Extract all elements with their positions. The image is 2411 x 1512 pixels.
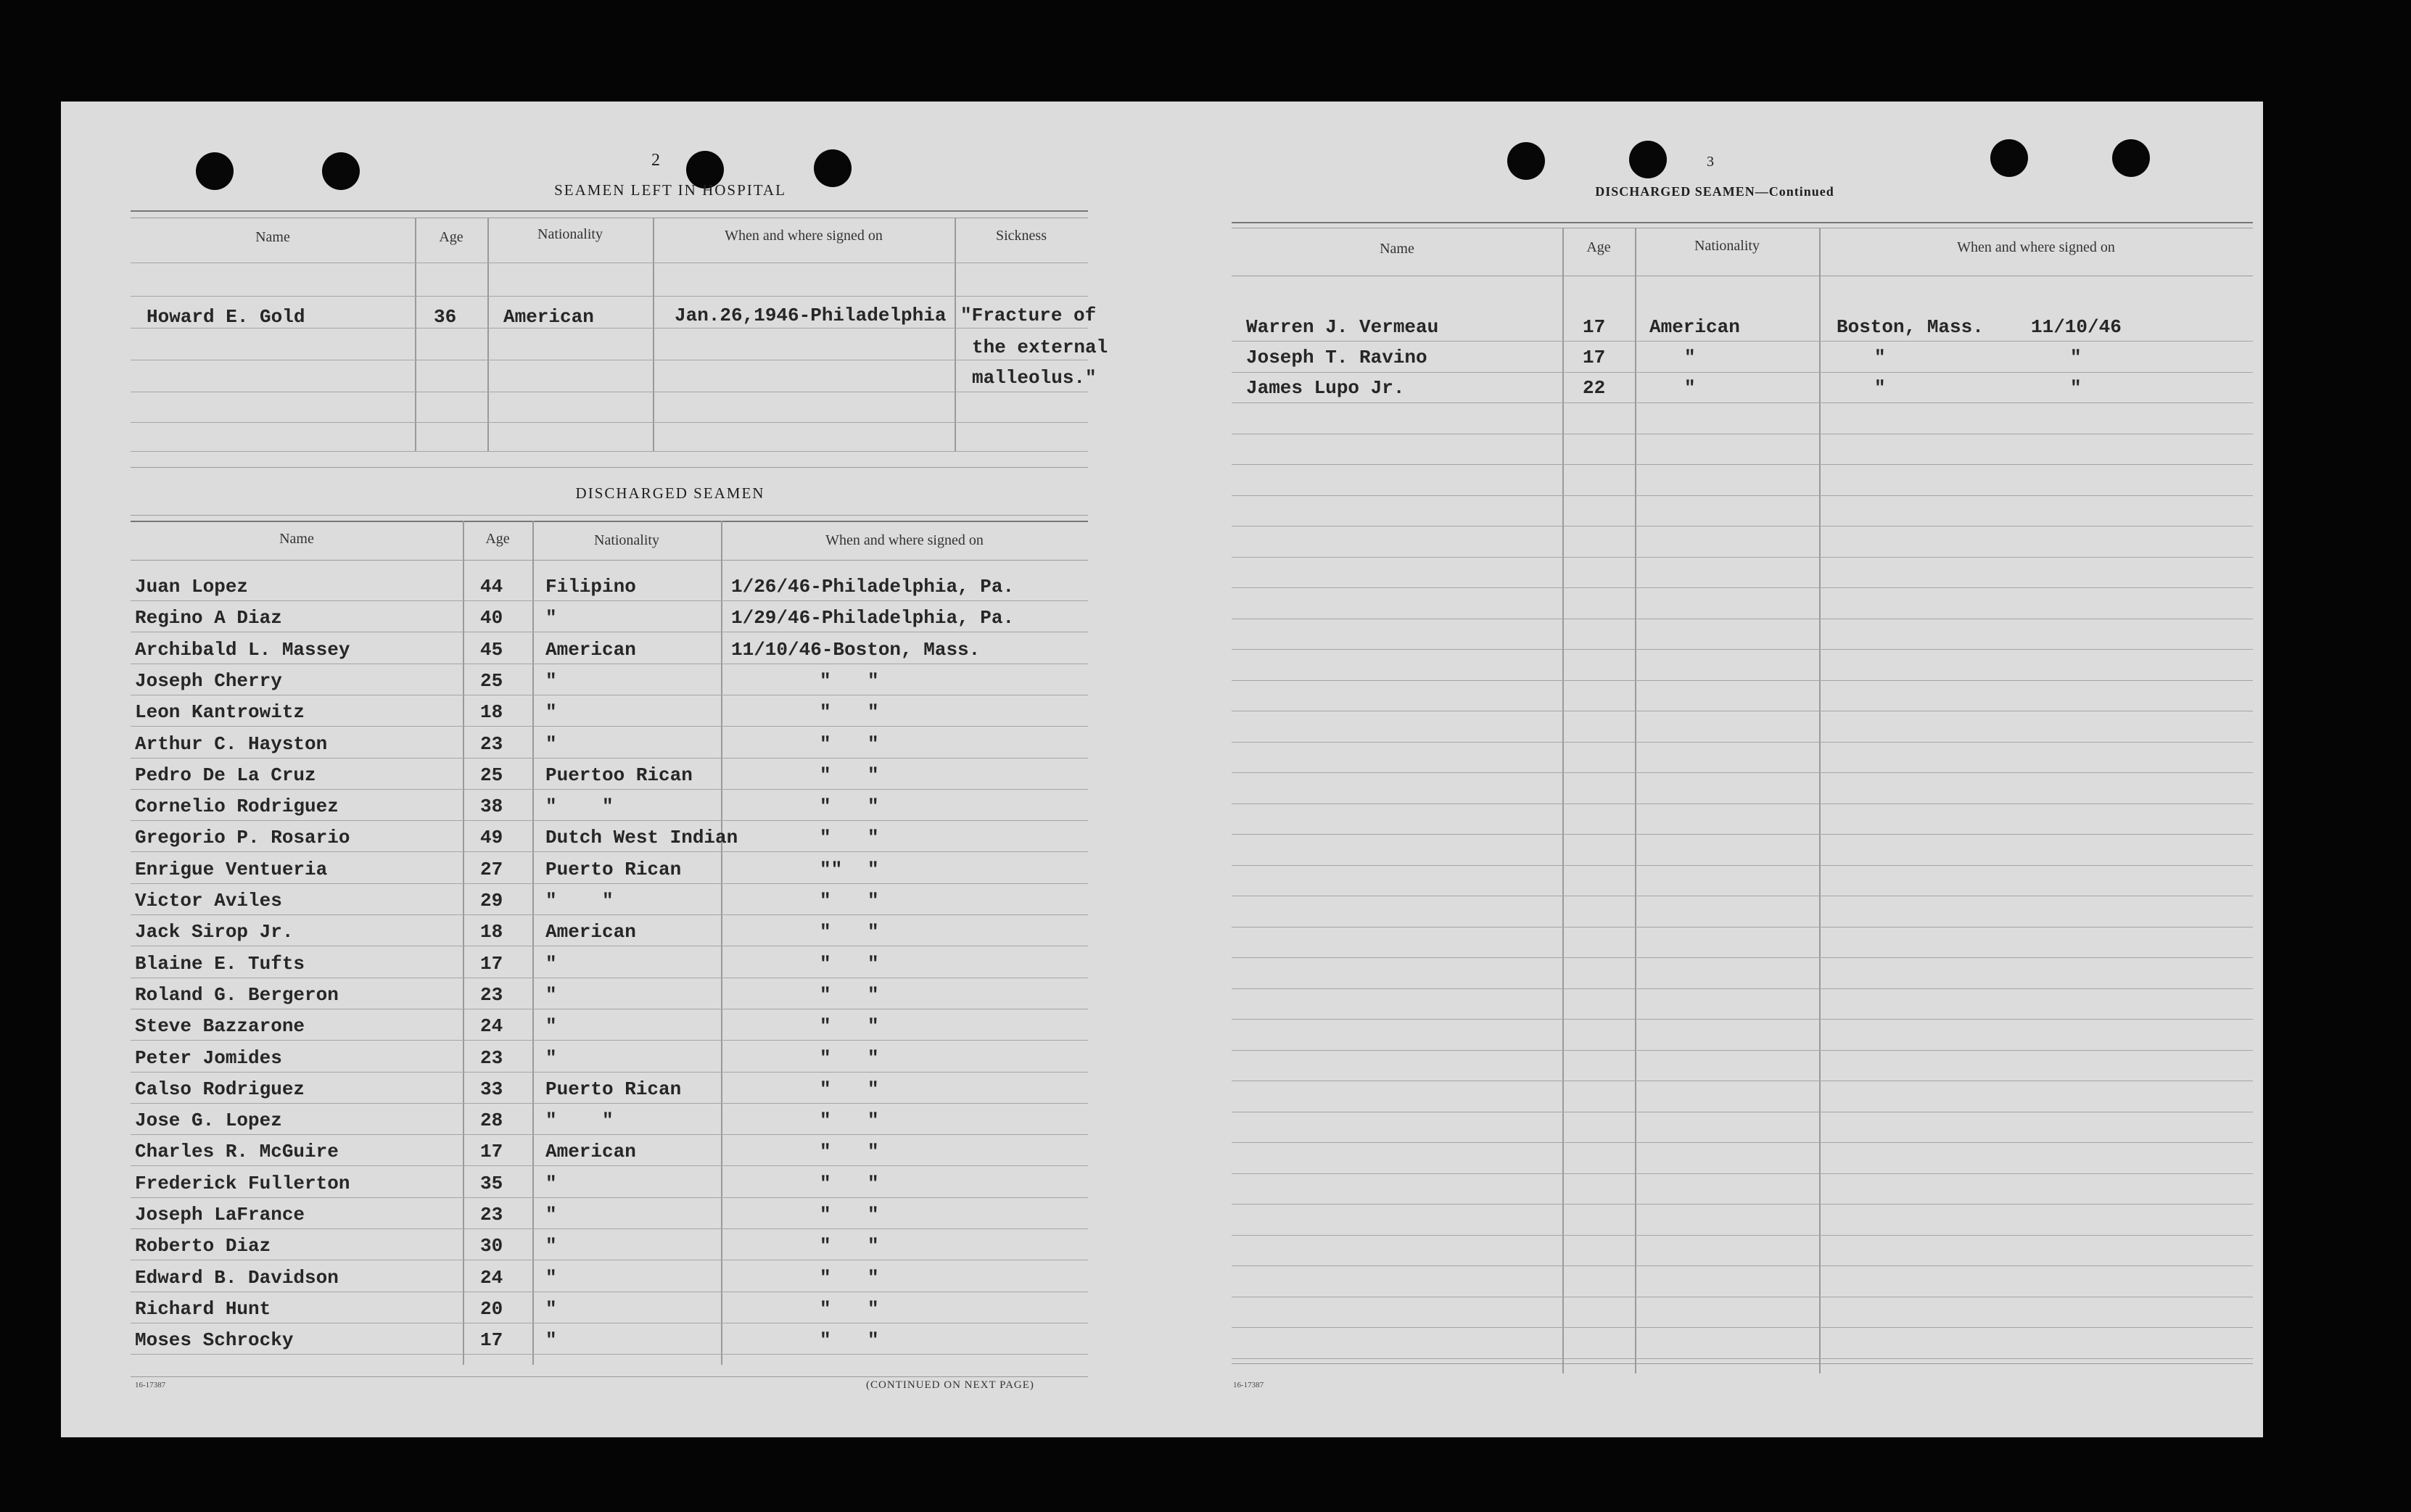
punch-hole <box>196 152 234 190</box>
row-line <box>131 1103 1088 1104</box>
cell-name: Calso Rodriguez <box>135 1078 305 1100</box>
cell-name: Moses Schrocky <box>135 1329 294 1351</box>
cell-nationality: American <box>545 1141 636 1162</box>
cell-place: " <box>867 827 879 848</box>
cell-age: 24 <box>480 1015 503 1037</box>
cell-place: " <box>867 670 879 692</box>
cell-age: 25 <box>480 764 503 786</box>
row-line <box>1232 772 2253 773</box>
hospital-nationality: American <box>503 306 594 328</box>
cell-age: 23 <box>480 984 503 1006</box>
cell-date: " <box>820 953 831 975</box>
cell-name: Victor Aviles <box>135 890 282 912</box>
hospital-top-rule <box>131 210 1088 212</box>
cell-nationality: " " <box>545 1110 614 1131</box>
cell-name: Frederick Fullerton <box>135 1173 350 1194</box>
punch-hole <box>1507 142 1545 180</box>
cell-age: 23 <box>480 1047 503 1069</box>
row-line <box>1232 1265 2253 1266</box>
cell-place: " <box>1874 377 1886 399</box>
cell-date: 1/26/46-Philadelphia, Pa. <box>731 576 1015 598</box>
cell-nationality: Dutch West Indian <box>545 827 738 848</box>
discharged-section-title: DISCHARGED SEAMEN <box>575 484 765 502</box>
cell-name: Richard Hunt <box>135 1298 271 1320</box>
row-line <box>1232 557 2253 558</box>
cell-nationality: " <box>545 953 557 975</box>
cell-age: 29 <box>480 890 503 912</box>
row-line <box>1232 927 2253 928</box>
cell-place: " <box>867 1047 879 1069</box>
row-line <box>1232 1327 2253 1328</box>
punch-hole <box>322 152 360 190</box>
cell-age: 17 <box>1583 347 1606 368</box>
cell-nationality: " <box>1684 347 1696 368</box>
cell-place: " <box>867 733 879 755</box>
cell-place: " <box>867 1204 879 1226</box>
cell-name: Juan Lopez <box>135 576 249 598</box>
row-line <box>1232 742 2253 743</box>
header-name: Name <box>1380 241 1414 257</box>
column-divider <box>415 218 416 451</box>
cell-place: " <box>867 1141 879 1162</box>
cell-date: " <box>820 1204 831 1226</box>
column-divider <box>1635 228 1636 1373</box>
cell-age: 17 <box>480 1141 503 1162</box>
cell-date: " <box>820 1141 831 1162</box>
row-line <box>131 758 1088 759</box>
cell-name: Leon Kantrowitz <box>135 701 305 723</box>
cell-place: " <box>867 1078 879 1100</box>
form-number: 16-17387 <box>135 1381 166 1389</box>
row-line <box>131 914 1088 915</box>
record-sheet <box>61 102 2263 1437</box>
cell-age: 27 <box>480 859 503 880</box>
cell-place: " <box>867 1173 879 1194</box>
cell-age: 18 <box>480 701 503 723</box>
cell-name: Gregorio P. Rosario <box>135 827 350 848</box>
cell-place: " <box>867 984 879 1006</box>
cell-nationality: " <box>545 984 557 1006</box>
cell-age: 45 <box>480 639 503 661</box>
cell-name: Warren J. Vermeau <box>1246 316 1439 338</box>
cell-place: " <box>867 859 879 880</box>
cell-date: " <box>820 1173 831 1194</box>
cell-date: " <box>820 1267 831 1289</box>
row-line <box>1232 865 2253 866</box>
cell-name: Charles R. McGuire <box>135 1141 339 1162</box>
section-rule <box>131 515 1088 516</box>
row-line <box>1232 988 2253 989</box>
hospital-age: 36 <box>434 306 457 328</box>
cell-age: 38 <box>480 796 503 817</box>
header-signed-on: When and where signed on <box>1957 239 2115 255</box>
cell-place: " <box>867 764 879 786</box>
cell-nationality: " <box>545 1204 557 1226</box>
row-line <box>1232 341 2253 342</box>
cell-place: " <box>867 1235 879 1257</box>
cell-name: Arthur C. Hayston <box>135 733 328 755</box>
cell-date: " <box>820 921 831 943</box>
cell-place: " <box>1874 347 1886 368</box>
cell-age: 17 <box>480 953 503 975</box>
cell-nationality: Puerto Rican <box>545 1078 682 1100</box>
cell-date: 1/29/46-Philadelphia, Pa. <box>731 607 1015 629</box>
row-line <box>131 820 1088 821</box>
right-top-rule <box>1232 222 2253 223</box>
column-divider <box>721 521 722 1365</box>
row-line <box>131 328 1088 329</box>
cell-name: Edward B. Davidson <box>135 1267 339 1289</box>
cell-nationality: " " <box>545 890 614 912</box>
row-line <box>131 1165 1088 1166</box>
cell-nationality: " <box>545 670 557 692</box>
cell-age: 33 <box>480 1078 503 1100</box>
column-divider <box>532 521 534 1365</box>
hospital-sickness: the external <box>972 336 1108 358</box>
cell-date: " <box>820 1110 831 1131</box>
cell-name: Enrigue Ventueria <box>135 859 328 880</box>
column-divider <box>955 218 956 451</box>
cell-nationality: " <box>1684 377 1696 399</box>
header-nationality: Nationality <box>1694 238 1760 254</box>
hospital-sickness: "Fracture of <box>960 305 1097 326</box>
column-divider <box>487 218 489 451</box>
header-nationality: Nationality <box>594 532 659 548</box>
row-line <box>1232 649 2253 650</box>
row-line <box>131 1197 1088 1198</box>
cell-date: " <box>820 1078 831 1100</box>
cell-nationality: " <box>545 1015 557 1037</box>
header-sickness: Sickness <box>996 228 1047 244</box>
header-age: Age <box>485 531 510 547</box>
form-number: 16-17387 <box>1233 1381 1264 1389</box>
cell-name: Joseph Cherry <box>135 670 282 692</box>
header-signed-on: When and where signed on <box>825 532 984 548</box>
cell-name: Steve Bazzarone <box>135 1015 305 1037</box>
hospital-section-title: SEAMEN LEFT IN HOSPITAL <box>554 181 786 199</box>
row-line <box>1232 1204 2253 1205</box>
cell-nationality: Puerto Rican <box>545 859 682 880</box>
cell-place: " <box>867 890 879 912</box>
discharged-continued-title: DISCHARGED SEAMEN—Continued <box>1595 184 1834 199</box>
cell-name: Roberto Diaz <box>135 1235 271 1257</box>
cell-date: " <box>820 1298 831 1320</box>
cell-name: Archibald L. Massey <box>135 639 350 661</box>
cell-age: 35 <box>480 1173 503 1194</box>
cell-nationality: " <box>545 1267 557 1289</box>
row-line <box>1232 1142 2253 1143</box>
cell-date: 11/10/46-Boston, Mass. <box>731 639 981 661</box>
page-number: 2 <box>651 151 660 170</box>
row-line <box>1232 372 2253 373</box>
cell-place: " <box>867 796 879 817</box>
header-name: Name <box>255 229 290 245</box>
cell-nationality: " <box>545 733 557 755</box>
row-line <box>131 1134 1088 1135</box>
row-line <box>1232 402 2253 403</box>
cell-place: " <box>867 953 879 975</box>
row-line <box>1232 464 2253 465</box>
row-line <box>131 600 1088 601</box>
cell-nationality: " <box>545 607 557 629</box>
row-line <box>1232 495 2253 496</box>
cell-name: James Lupo Jr. <box>1246 377 1405 399</box>
cell-date: " <box>820 1015 831 1037</box>
row-line <box>1232 587 2253 588</box>
footer-rule <box>1232 1363 2253 1364</box>
cell-place: " <box>867 1298 879 1320</box>
cell-date: " <box>820 1235 831 1257</box>
cell-date: "" <box>820 859 843 880</box>
row-line <box>131 296 1088 297</box>
cell-age: 23 <box>480 733 503 755</box>
header-age: Age <box>1586 239 1611 255</box>
cell-date: " <box>2070 347 2082 368</box>
cell-nationality: " " <box>545 796 614 817</box>
footer-rule <box>131 1376 1088 1377</box>
cell-place: Boston, Mass. <box>1837 316 1984 338</box>
punch-hole <box>1990 139 2028 177</box>
row-line <box>1232 834 2253 835</box>
cell-nationality: Puertoo Rican <box>545 764 693 786</box>
cell-nationality: American <box>1649 316 1740 338</box>
cell-date: " <box>820 827 831 848</box>
cell-name: Joseph LaFrance <box>135 1204 305 1226</box>
row-line <box>1232 1050 2253 1051</box>
cell-date: " <box>820 670 831 692</box>
cell-age: 28 <box>480 1110 503 1131</box>
cell-date: " <box>820 1329 831 1351</box>
header-rule <box>131 560 1088 561</box>
cell-nationality: " <box>545 1173 557 1194</box>
hospital-signed-on: Jan.26,1946-Philadelphia <box>675 305 947 326</box>
cell-name: Peter Jomides <box>135 1047 282 1069</box>
cell-age: 17 <box>480 1329 503 1351</box>
cell-date: " <box>820 984 831 1006</box>
row-line <box>131 726 1088 727</box>
row-line <box>131 883 1088 884</box>
cell-place: " <box>867 1329 879 1351</box>
cell-age: 30 <box>480 1235 503 1257</box>
cell-place: " <box>867 1110 879 1131</box>
punch-hole <box>2112 139 2150 177</box>
header-signed-on: When and where signed on <box>725 228 883 244</box>
row-line <box>1232 1173 2253 1174</box>
cell-date: " <box>820 733 831 755</box>
row-line <box>131 451 1088 452</box>
cell-name: Jose G. Lopez <box>135 1110 282 1131</box>
row-line <box>131 1228 1088 1229</box>
cell-place: " <box>867 701 879 723</box>
cell-age: 17 <box>1583 316 1606 338</box>
row-line <box>131 1354 1088 1355</box>
cell-date: " <box>820 890 831 912</box>
cell-age: 23 <box>480 1204 503 1226</box>
header-name: Name <box>279 531 314 547</box>
row-line <box>131 1040 1088 1041</box>
column-divider <box>653 218 654 451</box>
row-line <box>131 851 1088 852</box>
column-divider <box>1819 228 1821 1373</box>
cell-date: " <box>820 796 831 817</box>
section-rule <box>131 521 1088 522</box>
cell-nationality: " <box>545 1235 557 1257</box>
cell-nationality: " <box>545 1329 557 1351</box>
cell-nationality: " <box>545 1047 557 1069</box>
column-divider <box>1562 228 1564 1373</box>
cell-place: " <box>867 1267 879 1289</box>
cell-place: " <box>867 921 879 943</box>
column-divider <box>463 521 464 1365</box>
cell-age: 44 <box>480 576 503 598</box>
cell-nationality: " <box>545 701 557 723</box>
cell-name: Joseph T. Ravino <box>1246 347 1427 368</box>
page-number: 3 <box>1707 154 1714 170</box>
cell-nationality: Filipino <box>545 576 636 598</box>
cell-age: 25 <box>480 670 503 692</box>
row-line <box>131 1072 1088 1073</box>
row-line <box>1232 1235 2253 1236</box>
row-line <box>131 422 1088 423</box>
row-line <box>131 789 1088 790</box>
cell-name: Regino A Diaz <box>135 607 282 629</box>
hospital-name: Howard E. Gold <box>147 306 305 328</box>
cell-age: 40 <box>480 607 503 629</box>
cell-place: " <box>867 1015 879 1037</box>
cell-age: 20 <box>480 1298 503 1320</box>
row-line <box>1232 1358 2253 1359</box>
punch-hole <box>1629 141 1667 178</box>
row-line <box>1232 957 2253 958</box>
header-age: Age <box>439 229 463 245</box>
cell-name: Jack Sirop Jr. <box>135 921 294 943</box>
cell-nationality: " <box>545 1298 557 1320</box>
hospital-sickness: malleolus." <box>972 367 1097 389</box>
section-rule <box>131 467 1088 468</box>
row-line <box>1232 803 2253 804</box>
cell-date: " <box>820 701 831 723</box>
continued-note: (CONTINUED ON NEXT PAGE) <box>866 1379 1034 1391</box>
cell-age: 18 <box>480 921 503 943</box>
cell-date: " <box>820 1047 831 1069</box>
cell-name: Blaine E. Tufts <box>135 953 305 975</box>
row-line <box>1232 1019 2253 1020</box>
cell-date: " <box>2070 377 2082 399</box>
cell-name: Cornelio Rodriguez <box>135 796 339 817</box>
header-nationality: Nationality <box>537 226 603 242</box>
cell-nationality: American <box>545 639 636 661</box>
cell-nationality: American <box>545 921 636 943</box>
cell-date: " <box>820 764 831 786</box>
cell-name: Pedro De La Cruz <box>135 764 316 786</box>
cell-date: 11/10/46 <box>2031 316 2122 338</box>
cell-age: 24 <box>480 1267 503 1289</box>
cell-name: Roland G. Bergeron <box>135 984 339 1006</box>
cell-age: 49 <box>480 827 503 848</box>
cell-age: 22 <box>1583 377 1606 399</box>
row-line <box>1232 680 2253 681</box>
